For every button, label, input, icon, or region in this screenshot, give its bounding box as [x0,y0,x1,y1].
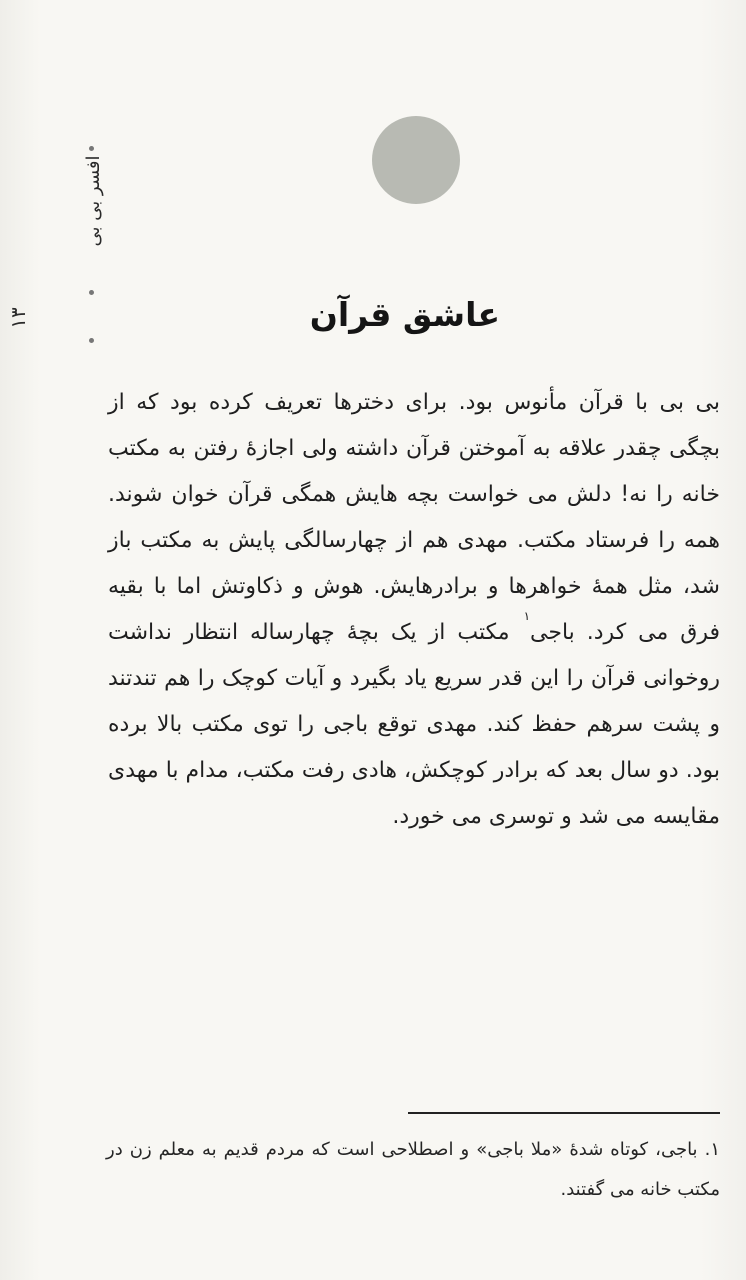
footnote-text: ۱. باجی، کوتاه شدهٔ «ملا باجی» و اصطلاحی است که مردم قدیم به معلم زن در مکتب خانه می گفتند. [106,1139,720,1200]
header-dot-bottom [89,338,94,343]
chapter-title: عاشق قرآن [309,295,500,334]
body-paragraph [108,380,720,840]
footnote-marker: ۱ [523,609,531,623]
page-number: ۱۳ [6,307,30,329]
paragraph-text: بی بی با قرآن مأنوس بود. برای دخترها تعریف کرده بود که از بچگی چقدر علاقه به آموختن قرآن داشته ولی اجازهٔ رفتن به مکتب خانه را نه! دلش می خواست بچه هایش همگی قرآن خوان شوند. همه را فرستاد مکتب. مهدی هم از چهارسالگی پایش به مکتب باز شد، مثل همهٔ خواهرها و برادرهایش. هوش و ذکاوتش اما با بقیه فرق می کرد. باجی [108,390,720,645]
chapter-ornament-circle [372,116,460,204]
book-title: افسر بی بی [83,155,104,247]
header-dot-middle [89,290,94,295]
running-header [76,140,112,350]
footnote-divider [408,1112,720,1114]
footnote [106,1130,720,1210]
paragraph-text-continued: مکتب از یک بچهٔ چهارساله انتظار نداشت روخوانی قرآن را این قدر سریع یاد بگیرد و آیات کوچک را هم تندتند و پشت سرهم حفظ کند. مهدی توقع باجی را توی مکتب بالا برده بود. دو سال بعد که برادر کوچکش، هادی رفت مکتب، مدام با مهدی مقایسه می شد و توسری می خورد. [108,620,720,829]
